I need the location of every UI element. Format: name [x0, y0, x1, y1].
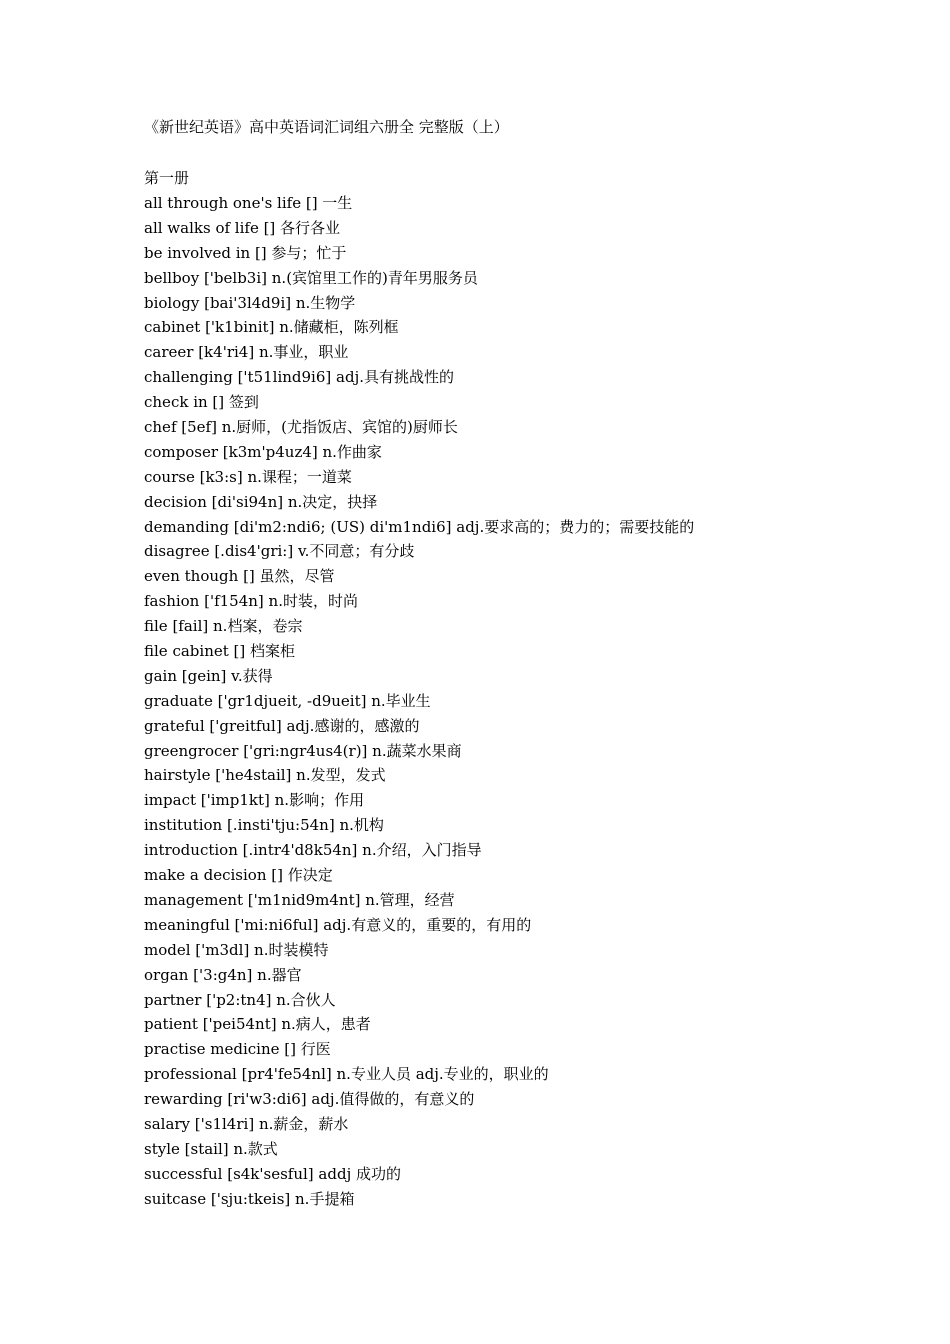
vocabulary-entry: be involved in [] 参与；忙于 — [144, 243, 347, 262]
vocabulary-entry: impact ['imp1kt] n.影响；作用 — [144, 791, 365, 810]
vocabulary-entry: style [stail] n.款式 — [144, 1139, 278, 1158]
section-heading: 第一册 — [144, 169, 190, 187]
vocabulary-entry: challenging ['t51lind9i6] adj.具有挑战性的 — [144, 368, 454, 387]
vocabulary-entry: even though [] 虽然，尽管 — [144, 567, 335, 586]
vocabulary-entry: career [k4'ri4] n.事业，职业 — [144, 343, 349, 362]
vocabulary-entry: disagree [.dis4'gri:] v.不同意；有分歧 — [144, 542, 415, 561]
vocabulary-entry: professional [pr4'fe54nl] n.专业人员 adj.专业的，职业的 — [144, 1065, 549, 1084]
vocabulary-entry: rewarding [ri'w3:di6] adj.值得做的，有意义的 — [144, 1090, 475, 1109]
vocabulary-entry: biology [bai'3l4d9i] n.生物学 — [144, 293, 356, 312]
vocabulary-entry: gain [gein] v.获得 — [144, 666, 273, 685]
vocabulary-entry: chef [5ef] n.厨师，(尤指饭店、宾馆的)厨师长 — [144, 418, 458, 437]
vocabulary-entry: hairstyle ['he4stail] n.发型，发式 — [144, 766, 386, 785]
vocabulary-entry: fashion ['f154n] n.时装，时尚 — [144, 592, 358, 611]
vocabulary-entry: practise medicine [] 行医 — [144, 1040, 331, 1059]
vocabulary-entry: check in [] 签到 — [144, 393, 259, 412]
vocabulary-entry: file cabinet [] 档案柜 — [144, 642, 295, 661]
vocabulary-entry: management ['m1nid9m4nt] n.管理，经营 — [144, 890, 455, 909]
vocabulary-entry: decision [di'si94n] n.决定，抉择 — [144, 492, 378, 511]
vocabulary-entry: meaningful ['mi:ni6ful] adj.有意义的，重要的，有用的 — [144, 915, 532, 934]
vocabulary-list — [144, 193, 694, 1214]
vocabulary-entry: salary ['s1l4ri] n.薪金，薪水 — [144, 1114, 349, 1133]
vocabulary-entry: file [fail] n.档案，卷宗 — [144, 617, 303, 636]
vocabulary-entry: course [k3:s] n.课程；一道菜 — [144, 467, 352, 486]
vocabulary-entry: demanding [di'm2:ndi6; (US) di'm1ndi6] adj.要求高的；费力的；需要技能的 — [144, 517, 695, 536]
vocabulary-entry: greengrocer ['gri:ngr4us4(r)] n.蔬菜水果商 — [144, 741, 462, 760]
vocabulary-entry: patient ['pei54nt] n.病人，患者 — [144, 1015, 371, 1034]
vocabulary-entry: model ['m3dl] n.时装模特 — [144, 940, 329, 959]
vocabulary-entry: cabinet ['k1binit] n.储藏柜，陈列框 — [144, 318, 399, 337]
vocabulary-entry: composer [k3m'p4uz4] n.作曲家 — [144, 442, 382, 461]
vocabulary-entry: partner ['p2:tn4] n.合伙人 — [144, 990, 336, 1009]
document-title: 《新世纪英语》高中英语词汇词组六册全 完整版（上） — [144, 118, 509, 136]
vocabulary-entry: all walks of life [] 各行各业 — [144, 218, 341, 237]
vocabulary-entry: bellboy ['belb3i] n.(宾馆里工作的)青年男服务员 — [144, 268, 478, 287]
vocabulary-entry: institution [.insti'tju:54n] n.机构 — [144, 816, 384, 835]
vocabulary-entry: make a decision [] 作决定 — [144, 866, 333, 885]
vocabulary-entry: all through one's life [] 一生 — [144, 194, 353, 212]
vocabulary-entry: successful [s4k'sesful] addj 成功的 — [144, 1164, 401, 1183]
vocabulary-entry: organ ['3:g4n] n.器官 — [144, 965, 302, 984]
vocabulary-entry: suitcase ['sju:tkeis] n.手提箱 — [144, 1189, 355, 1208]
vocabulary-entry: graduate ['gr1djueit, -d9ueit] n.毕业生 — [144, 691, 431, 710]
vocabulary-entry: grateful ['greitful] adj.感谢的，感激的 — [144, 716, 420, 735]
vocabulary-entry: introduction [.intr4'd8k54n] n.介绍，入门指导 — [144, 841, 482, 860]
